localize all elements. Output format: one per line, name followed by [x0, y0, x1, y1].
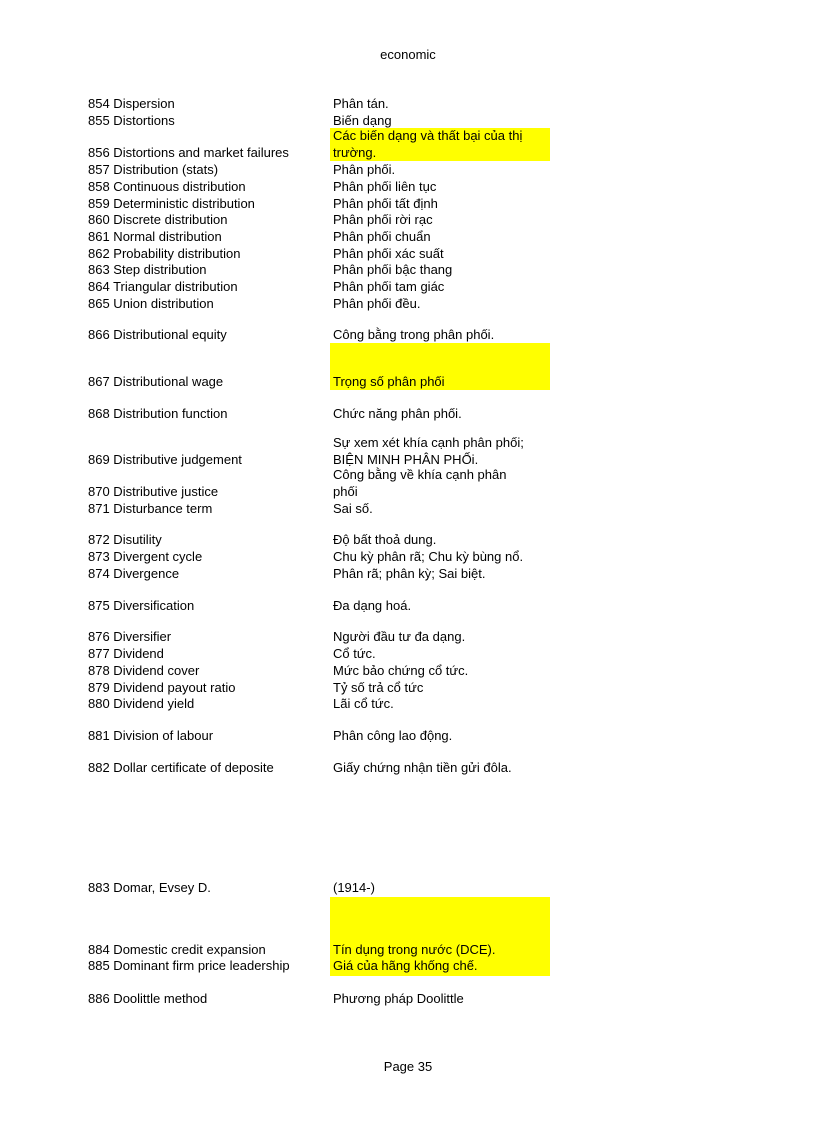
translation	[333, 663, 548, 680]
term: 882 Dollar certificate of deposite	[88, 760, 274, 775]
page-number: Page 35	[383, 1059, 433, 1074]
translation-line: Phân tán.	[333, 96, 389, 111]
translation	[333, 196, 548, 213]
translation-line: Các biến dạng và thất bại của thị	[333, 128, 523, 144]
term: 858 Continuous distribution	[88, 179, 246, 194]
term: 874 Divergence	[88, 566, 180, 581]
translation	[333, 327, 548, 344]
translation-line: Tín dụng trong nước (DCE).	[333, 942, 496, 957]
translation-line: Phân phối chuẩn	[333, 229, 431, 244]
term: 876 Diversifier	[88, 629, 172, 644]
translation	[333, 728, 548, 745]
translation	[333, 566, 548, 583]
term: 859 Deterministic distribution	[88, 196, 255, 211]
translation-line: trường.	[333, 144, 377, 160]
term: 880 Dividend yield	[88, 696, 195, 711]
translation-line: Độ bất thoả dung.	[333, 532, 437, 547]
translation	[333, 262, 548, 279]
term: 866 Distributional equity	[88, 327, 227, 342]
term: 883 Domar, Evsey D.	[88, 880, 211, 895]
translation-line: Phân phối xác suất	[333, 246, 444, 261]
term: 877 Dividend	[88, 646, 164, 661]
term: 857 Distribution (stats)	[88, 162, 219, 177]
translation-line: Tỷ số trả cổ tức	[333, 680, 424, 695]
translation-line: Công bằng về khía cạnh phân	[333, 467, 507, 483]
translation	[333, 374, 548, 391]
translation-line: Đa dạng hoá.	[333, 598, 412, 613]
translation-line: phối	[333, 483, 358, 499]
term: 862 Probability distribution	[88, 246, 241, 261]
translation	[333, 501, 548, 518]
translation-line: Phân phối đều.	[333, 296, 421, 311]
translation-line: Phương pháp Doolittle	[333, 991, 464, 1006]
translation-line: Sự xem xét khía cạnh phân phối;	[333, 435, 524, 451]
translation-line: Lãi cổ tức.	[333, 696, 394, 711]
translation	[333, 179, 548, 196]
translation	[333, 212, 548, 229]
translation	[333, 598, 548, 615]
term: 868 Distribution function	[88, 406, 228, 421]
translation	[333, 549, 548, 566]
translation	[333, 467, 548, 501]
translation-line: Mức bảo chứng cổ tức.	[333, 663, 469, 678]
translation	[333, 229, 548, 246]
translation	[333, 406, 548, 423]
translation-line: Phân rã; phân kỳ; Sai biệt.	[333, 566, 486, 581]
translation-line: Phân phối tất định	[333, 196, 438, 211]
term: 869 Distributive judgement	[88, 452, 242, 467]
translation-line: BIỆN MINH PHÂN PHỐi.	[333, 451, 479, 467]
translation-line: Công bằng trong phân phối.	[333, 327, 495, 342]
translation	[333, 532, 548, 549]
translation-line: Người đầu tư đa dạng.	[333, 629, 466, 644]
page-header: economic	[380, 47, 436, 62]
translation	[333, 942, 548, 959]
translation	[333, 958, 548, 975]
translation	[333, 680, 548, 697]
translation	[333, 696, 548, 713]
term: 860 Discrete distribution	[88, 212, 228, 227]
term: 865 Union distribution	[88, 296, 214, 311]
translation	[333, 880, 548, 897]
translation	[333, 435, 548, 469]
term: 867 Distributional wage	[88, 374, 224, 389]
term: 873 Divergent cycle	[88, 549, 203, 564]
term: 886 Doolittle method	[88, 991, 208, 1006]
translation	[333, 162, 548, 179]
term: 864 Triangular distribution	[88, 279, 238, 294]
term: 884 Domestic credit expansion	[88, 942, 266, 957]
translation-line: Phân phối bậc thang	[333, 262, 453, 277]
term: 879 Dividend payout ratio	[88, 680, 236, 695]
term: 856 Distortions and market failures	[88, 145, 289, 160]
term: 854 Dispersion	[88, 96, 175, 111]
translation-line: Chu kỳ phân rã; Chu kỳ bùng nổ.	[333, 549, 524, 564]
translation	[333, 646, 548, 663]
translation	[333, 279, 548, 296]
term: 878 Dividend cover	[88, 663, 200, 678]
term: 855 Distortions	[88, 113, 175, 128]
translation-line: Phân phối tam giác	[333, 279, 445, 294]
translation	[333, 760, 548, 777]
translation-line: Trọng số phân phối	[333, 374, 445, 389]
translation-line: Cổ tức.	[333, 646, 376, 661]
translation-line: Chức năng phân phối.	[333, 406, 462, 421]
term: 875 Diversification	[88, 598, 195, 613]
term: 870 Distributive justice	[88, 484, 219, 499]
translation-line: Phân phối liên tục	[333, 179, 437, 194]
translation	[333, 629, 548, 646]
translation-line: Phân công lao động.	[333, 728, 453, 743]
translation	[333, 991, 548, 1008]
translation-line: Giấy chứng nhận tiền gửi đôla.	[333, 760, 512, 775]
translation	[333, 296, 548, 313]
translation-line: Sai số.	[333, 501, 373, 516]
term: 872 Disutility	[88, 532, 162, 547]
term: 861 Normal distribution	[88, 229, 222, 244]
term: 881 Division of labour	[88, 728, 214, 743]
translation	[333, 246, 548, 263]
translation-line: Giá của hãng khống chế.	[333, 958, 478, 973]
translation	[333, 96, 548, 113]
translation-line: Phân phối rời rạc	[333, 212, 433, 227]
term: 863 Step distribution	[88, 262, 207, 277]
term: 885 Dominant firm price leadership	[88, 958, 290, 973]
translation-line: (1914-)	[333, 880, 375, 895]
translation	[333, 128, 548, 162]
translation-line: Biến dạng	[333, 113, 392, 128]
term: 871 Disturbance term	[88, 501, 213, 516]
translation-line: Phân phối.	[333, 162, 396, 177]
